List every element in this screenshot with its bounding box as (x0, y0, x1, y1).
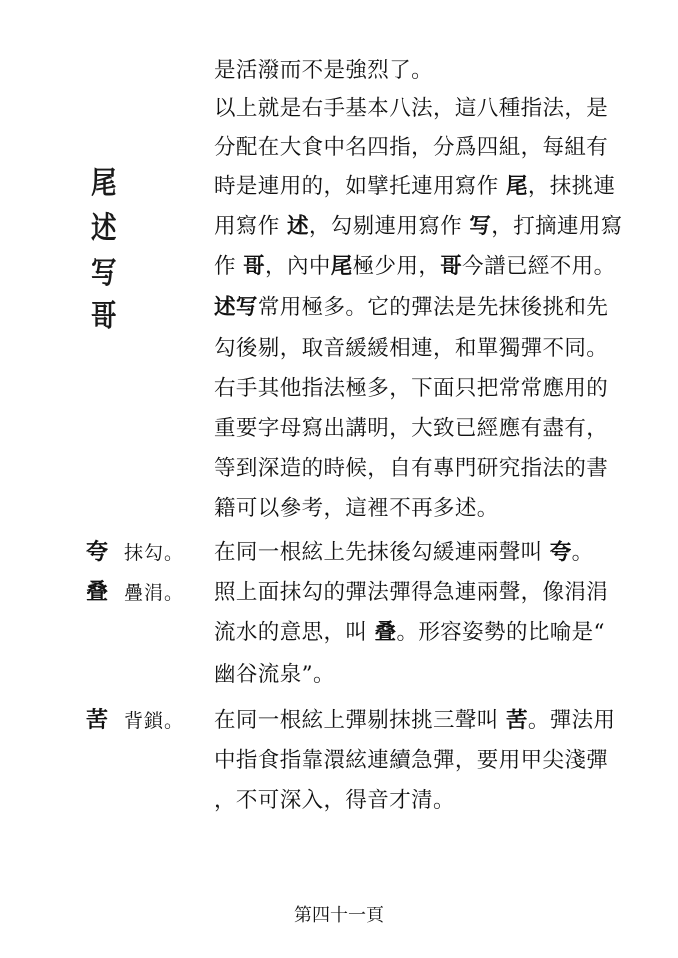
inline-glyph: 写 (469, 214, 492, 239)
text-line: 勾後剔，取音緩緩相連，和單獨彈不同。 (214, 336, 609, 361)
text-line: 籍可以參考，這裡不再多述。 (214, 496, 499, 521)
text-span: ，打摘連用寫 (491, 214, 623, 239)
text-line: 重要字母寫出講明，大致已經應有盡有， (214, 416, 609, 441)
term-name: 疊涓。 (124, 582, 185, 604)
text-line: 照上面抹勾的彈法彈得急連兩聲，像涓涓 (214, 580, 609, 605)
term-name: 背鎖。 (124, 710, 185, 732)
text-span: 在同一根絃上先抹後勾緩連兩聲叫 (214, 540, 550, 565)
text-line (214, 618, 614, 650)
inline-glyph: 䒷 (505, 708, 528, 733)
text-line (214, 706, 614, 738)
text-line: 是活潑而不是強烈了。 (214, 58, 434, 83)
text-line: 幽谷流泉”。 (214, 662, 335, 687)
inline-glyph: 述写 (214, 295, 258, 320)
text-line: 中指食指靠澴絃連續急彈，要用甲尖淺彈 (214, 748, 609, 773)
text-span: ，內中 (265, 254, 331, 279)
term-symbol: 叠 (86, 580, 109, 605)
text-span: 極少用， (352, 254, 441, 279)
text-line (214, 293, 614, 325)
text-line: 右手其他指法極多，下面只把常常應用的 (214, 376, 609, 401)
margin-glyph-1: 尾 (91, 166, 117, 201)
text-span: 在同一根絃上彈剔抹挑三聲叫 (214, 708, 506, 733)
inline-glyph: 尾 (505, 174, 528, 199)
text-line: 以上就是右手基本八法，這八種指法，是 (214, 96, 609, 121)
text-span: 時是連用的，如擘托連用寫作 (214, 174, 506, 199)
inline-glyph: 叠 (374, 620, 397, 645)
margin-glyph-2: 述 (91, 211, 117, 246)
term-name: 抹勾。 (124, 542, 185, 564)
text-span: ，抹挑連 (527, 174, 616, 199)
page-number: 第四十一頁 (294, 905, 384, 926)
text-span: 。彈法用 (527, 708, 616, 733)
inline-glyph: 哥 (440, 254, 463, 279)
margin-glyph-4: 哥 (91, 299, 117, 334)
text-span: 常用極多。它的彈法是先抹後挑和先 (257, 295, 609, 320)
text-line (214, 252, 614, 284)
text-span: 作 (214, 254, 244, 279)
text-span: 。 (571, 540, 594, 565)
inline-glyph: 尾 (330, 254, 353, 279)
margin-glyph-3: 写 (91, 256, 117, 291)
text-span: 流水的意思，叫 (214, 620, 375, 645)
inline-glyph: 哥 (243, 254, 266, 279)
term-symbol: 䒷 (86, 708, 109, 733)
text-line: 分配在大食中名四指，分爲四組，每組有 (214, 135, 609, 160)
text-line (214, 538, 614, 570)
text-line (214, 172, 614, 204)
text-span: 用寫作 (214, 214, 287, 239)
inline-glyph: 夸 (549, 540, 572, 565)
inline-glyph: 述 (286, 214, 309, 239)
text-line (214, 212, 623, 244)
text-span: 今譜已經不用。 (462, 254, 616, 279)
text-line: 等到深造的時候，自有專門研究指法的書 (214, 456, 609, 481)
term-symbol: 夸 (86, 540, 109, 565)
text-span: 。形容姿勢的比喻是“ (396, 620, 605, 645)
text-span: ，勾剔連用寫作 (308, 214, 470, 239)
text-line: ，不可深入，得音才清。 (214, 788, 455, 813)
